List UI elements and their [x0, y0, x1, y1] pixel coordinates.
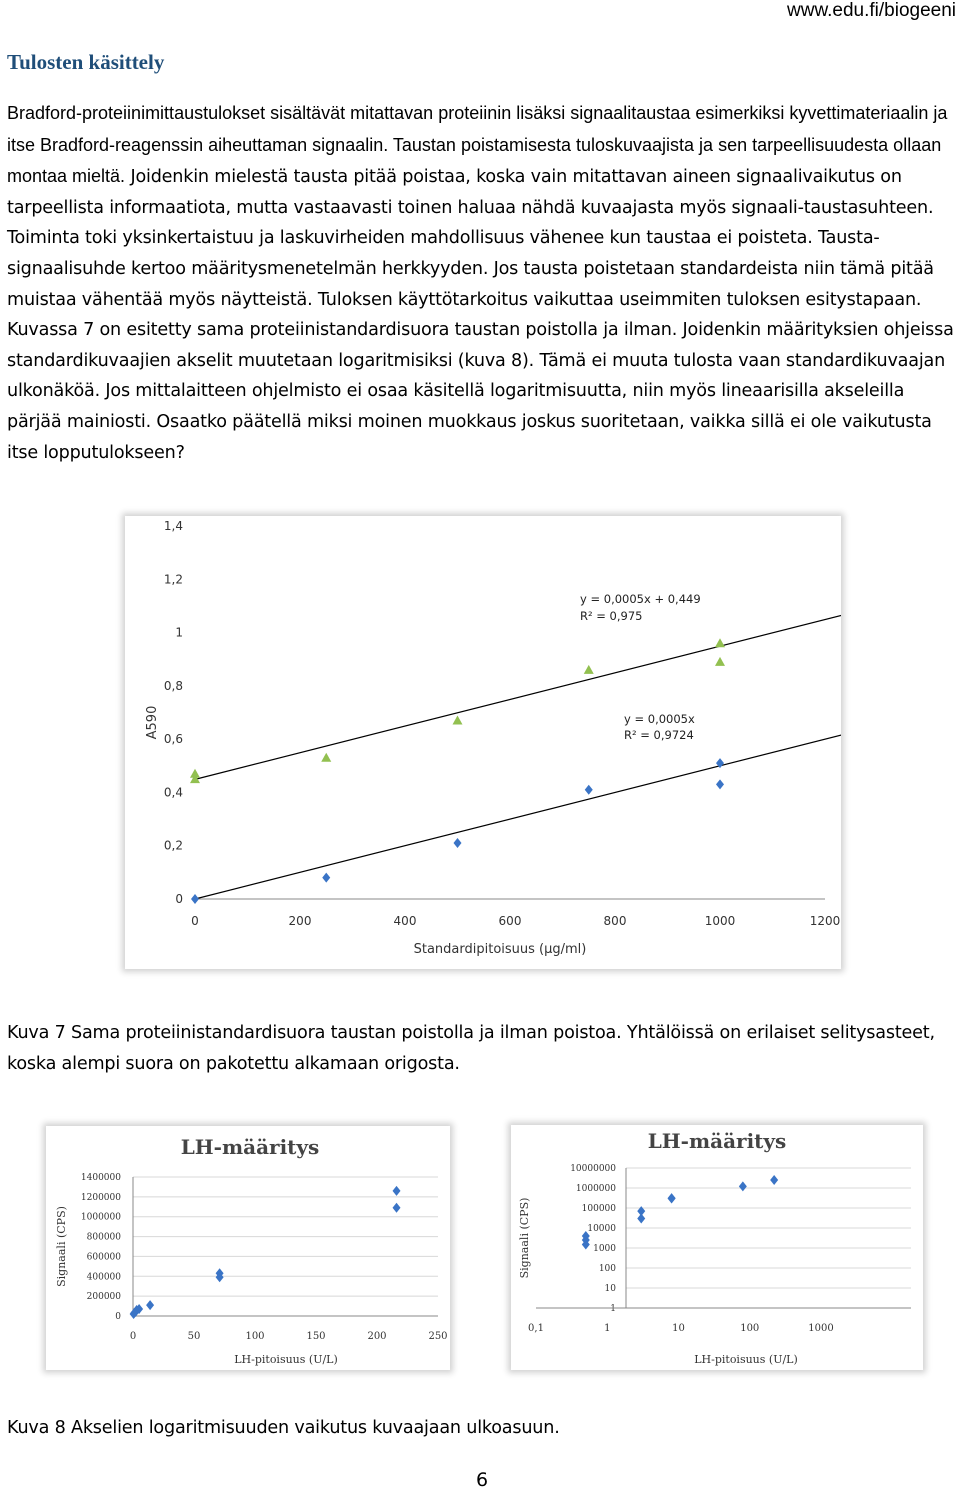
x-tick-label: 1000 — [808, 1323, 834, 1334]
y-tick-label: 100000 — [581, 1204, 616, 1214]
figure-7 — [125, 516, 841, 969]
body-paragraph — [7, 98, 957, 468]
y-tick-label: 400000 — [86, 1272, 121, 1283]
data-point-diamond — [322, 873, 330, 883]
trendline-equation: y = 0,0005x + 0,449 — [580, 592, 701, 606]
x-tick-label: 200 — [288, 914, 312, 928]
x-tick-label: 0 — [191, 914, 199, 928]
figure-8-log — [511, 1125, 923, 1370]
x-tick-label: 200 — [367, 1331, 387, 1342]
x-axis-label: LH-pitoisuus (U/L) — [694, 1353, 798, 1366]
x-tick-label: 600 — [498, 914, 522, 928]
y-tick-label: 200000 — [86, 1292, 121, 1303]
paragraph-intro: Bradford-proteiinimittaustulokset sisältävät mitattavan proteiinin lisäksi signaalitaustaa esimerkiksi kyvettimateriaalin ja itse Bradford-reagenssin aiheuttaman signaalin. Taustan poistamisesta tuloskuvaajista ja sen tarpeellisuudesta ollaan montaa mieltä. — [7, 103, 948, 187]
data-point-diamond — [739, 1181, 747, 1191]
x-tick-label: 100 — [740, 1323, 760, 1334]
data-point-diamond — [770, 1175, 778, 1185]
x-tick-label: 1000 — [704, 914, 736, 928]
y-tick-label: 1 — [610, 1304, 616, 1314]
data-point-triangle — [715, 657, 725, 666]
y-axis-label: Signaali (CPS) — [518, 1197, 531, 1279]
x-tick-label: 400 — [393, 914, 417, 928]
y-tick-label: 1000000 — [80, 1212, 121, 1223]
x-axis-label: LH-pitoisuus (U/L) — [234, 1353, 338, 1366]
data-point-diamond — [637, 1213, 645, 1223]
y-tick-label: 10000000 — [570, 1164, 616, 1174]
figure-8-linear — [46, 1126, 450, 1370]
lh-log-chart — [511, 1125, 923, 1370]
y-tick-label: 600000 — [86, 1252, 121, 1263]
x-tick-label: 50 — [187, 1331, 201, 1342]
y-tick-label: 1 — [175, 625, 183, 640]
data-point-diamond — [454, 838, 462, 848]
data-point-triangle — [584, 665, 594, 674]
x-tick-label: 150 — [306, 1331, 326, 1342]
y-tick-label: 0 — [175, 892, 183, 906]
section-title: Tulosten käsittely — [7, 50, 165, 74]
lh-linear-chart — [46, 1126, 450, 1370]
y-tick-label: 1200000 — [80, 1192, 121, 1203]
paragraph-body: Joidenkin mielestä tausta pitää poistaa, koska vain mitattavan aineen signaalivaikutus on tarpeellista informaatiota, mutta vastaavasti toinen haluaa nähdä kuvaajasta myös signaali-taustasuhteen. Toiminta toki yksinkertaistuu ja laskuvirheiden mahdollisuus vähenee kun taustaa ei poisteta. Tausta-signaalisuhde kertoo määritysmenetelmän herkkyyden. Jos tausta poistetaan standardeista niin tämä pitää muistaa vähentää myös näytteistä. Tuloksen käyttötarkoitus vaikuttaa useimmiten tuloksen esitystapaan. Kuvassa 7 on esitetty sama proteiinistandardisuora taustan poistolla ja ilman. Joidenkin määrityksien ohjeissa standardikuvaajien akselit muutetaan logaritmisiksi (kuva 8). Tämä ei muuta tulosta vaan standardikuvaajan ulkonäköä. Jos mittalaitteen ohjelmisto ei osaa käsitellä logaritmisuutta, niin myös lineaarisilla akseleilla pärjää mainiosti. Osaatko päätellä miksi moinen muokkaus joskus suoritetaan, vaikka sillä ei ole vaikutusta itse lopputulokseen? — [7, 167, 954, 463]
data-point-diamond — [191, 894, 199, 904]
chart-title: LH-määritys — [647, 1129, 787, 1153]
x-tick-label: 1 — [604, 1323, 611, 1334]
x-tick-label: 800 — [603, 914, 627, 928]
x-tick-label: 0 — [129, 1331, 137, 1342]
y-tick-label: 0,4 — [163, 785, 183, 800]
x-tick-label: 1200 — [809, 914, 841, 928]
trendline-1 — [195, 699, 841, 899]
caption-8: Kuva 8 Akselien logaritmisuuden vaikutus kuvaajaan ulkoasuun. — [7, 1418, 560, 1438]
y-tick-label: 1,4 — [163, 519, 183, 533]
trendline-r2: R² = 0,9724 — [624, 728, 694, 742]
data-point-diamond — [393, 1186, 401, 1196]
y-tick-label: 0,2 — [163, 838, 183, 853]
y-tick-label: 1,2 — [163, 572, 183, 587]
caption-7: Kuva 7 Sama proteiinistandardisuora taustan poistolla ja ilman poistoa. Yhtälöissä on erilaiset selitysasteet, koska alempi suora on pakotettu alkamaan origosta. — [7, 1023, 935, 1074]
data-point-diamond — [393, 1203, 401, 1213]
trendline-0 — [195, 580, 841, 780]
page-number: 6 — [475, 1469, 489, 1491]
data-point-triangle — [453, 715, 463, 724]
x-tick-label: 10 — [672, 1323, 685, 1334]
trendline-r2: R² = 0,975 — [580, 609, 643, 623]
x-tick-label: 250 — [428, 1331, 448, 1342]
data-point-diamond — [716, 779, 724, 789]
x-tick-label: 0,1 — [528, 1323, 544, 1334]
data-point-triangle — [715, 638, 725, 647]
y-tick-label: 0,6 — [163, 732, 183, 747]
data-point-diamond — [146, 1300, 154, 1310]
standard-curve-chart — [125, 516, 841, 969]
y-tick-label: 800000 — [86, 1232, 121, 1243]
y-tick-label: 0 — [115, 1312, 121, 1322]
x-tick-label: 100 — [245, 1331, 265, 1342]
y-axis-label: A590 — [145, 705, 160, 740]
header-url: www.edu.fi/biogeeni — [787, 0, 956, 21]
y-tick-label: 1400000 — [80, 1173, 121, 1183]
trendline-equation: y = 0,0005x — [624, 712, 695, 726]
y-axis-label: Signaali (CPS) — [55, 1206, 68, 1287]
y-tick-label: 100 — [598, 1264, 616, 1274]
data-point-diamond — [585, 785, 593, 795]
y-tick-label: 10 — [604, 1284, 616, 1294]
x-axis-label: Standardipitoisuus (µg/ml) — [413, 942, 587, 957]
data-point-diamond — [668, 1193, 676, 1203]
y-tick-label: 0,8 — [163, 678, 183, 693]
y-tick-label: 10000 — [587, 1224, 616, 1234]
data-point-triangle — [321, 753, 331, 762]
y-tick-label: 1000000 — [575, 1184, 616, 1194]
y-tick-label: 1000 — [593, 1244, 616, 1254]
chart-title: LH-määritys — [180, 1135, 320, 1159]
